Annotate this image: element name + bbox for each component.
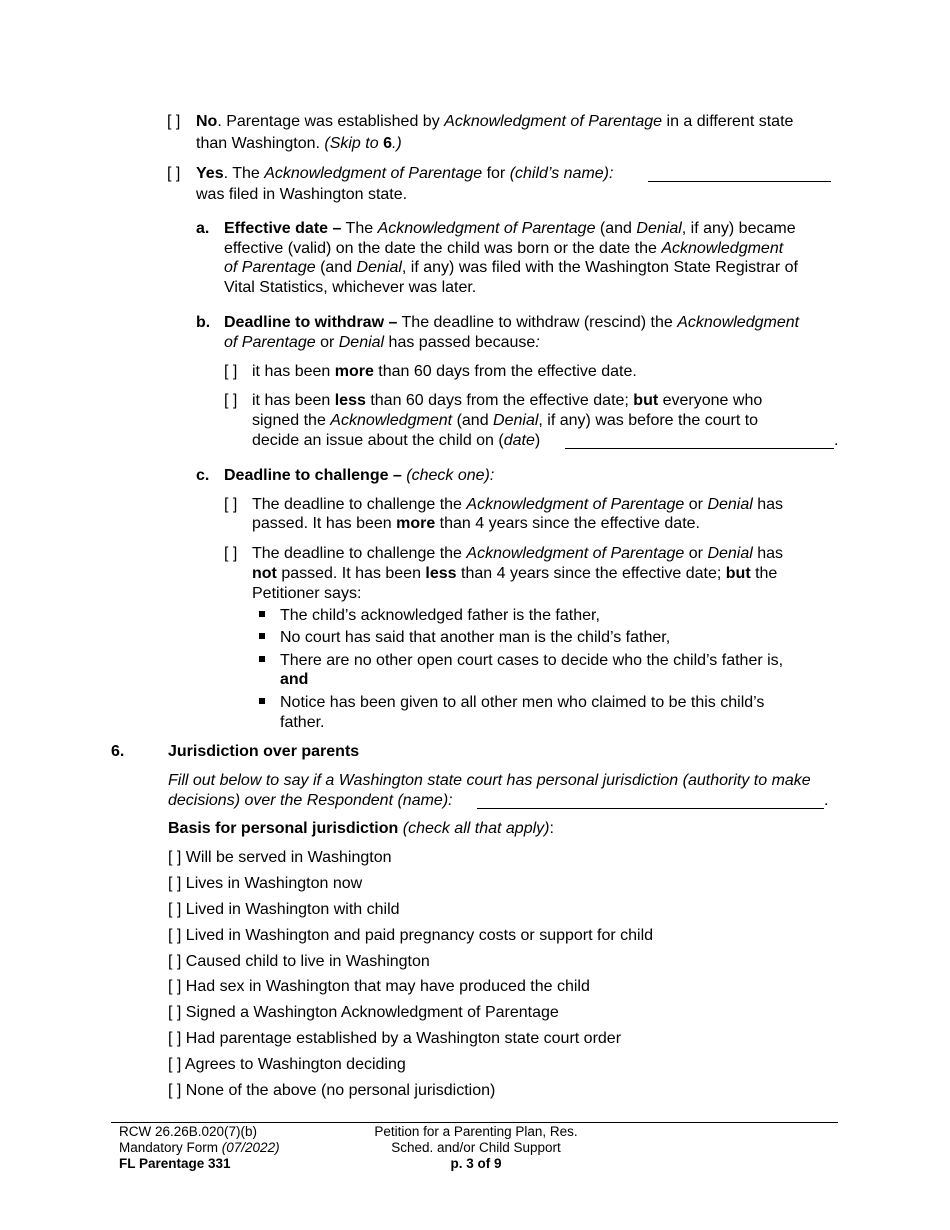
co1-l1-1: Acknowledgment of Parentage — [466, 496, 685, 513]
ed-l2-0: effective (valid) on the date the child was born or the date the — [224, 240, 662, 257]
yes-text-2: for — [482, 165, 510, 182]
checkbox-withdraw-more[interactable]: [ ] — [224, 363, 238, 380]
footer-rcw: RCW 26.26B.020(7)(b) — [119, 1124, 258, 1139]
wo2-l1-0: it has been — [252, 392, 335, 409]
dw-l2-3: has passed because — [384, 334, 536, 351]
wo2-l2-4: , if any) was before the court to — [538, 412, 759, 429]
wo2-l1-3: but — [633, 392, 659, 409]
withdraw-line1 — [224, 313, 799, 333]
jurisdiction-option[interactable] — [168, 952, 430, 972]
ed-l1-1: Acknowledgment of Parentage — [377, 220, 596, 237]
footer-form-id: FL Parentage 331 — [119, 1156, 231, 1171]
checkbox[interactable]: [ ] — [168, 1056, 182, 1073]
effective-date-line3 — [224, 258, 798, 278]
option-label: Lives in Washington now — [185, 875, 363, 892]
decide-date-field[interactable] — [565, 434, 834, 449]
challenge-opt1-line1 — [252, 495, 783, 515]
wo2-l1-1: less — [334, 392, 366, 409]
wo2-l1-2: than 60 days from the effective date; — [365, 392, 634, 409]
no-text-2: in a different state — [662, 113, 794, 130]
co2-l2-5: the — [750, 565, 778, 582]
jurisdiction-option[interactable] — [168, 874, 362, 894]
wo2-l2-0: signed the — [252, 412, 331, 429]
wo1-t1: it has been — [252, 363, 335, 380]
checkbox[interactable]: [ ] — [168, 1082, 182, 1099]
co2-l2-2: less — [425, 565, 457, 582]
checkbox-no[interactable]: [ ] — [167, 113, 181, 130]
challenge-note: (check one): — [406, 467, 495, 484]
no-text-1: . Parentage was established by — [217, 113, 445, 130]
jurisdiction-option[interactable] — [168, 1081, 495, 1101]
item-a-letter: a. — [196, 220, 210, 237]
ed-l1-2: (and — [595, 220, 637, 237]
challenge-heading-line — [224, 466, 494, 486]
option-label: Lived in Washington and paid pregnancy costs or support for child — [185, 927, 654, 944]
co2-l1-2: or — [684, 545, 708, 562]
item-c-letter: c. — [196, 467, 210, 484]
dw-l1-1: Acknowledgment — [677, 314, 800, 331]
bullet-item-3: There are no other open court cases to decide who the child’s father is, — [280, 652, 784, 669]
bullet-icon — [259, 611, 265, 617]
no-ack-italic: Acknowledgment of Parentage — [444, 113, 663, 130]
skip-prefix: (Skip to — [324, 135, 384, 152]
option-label: None of the above (no personal jurisdiction) — [185, 1082, 496, 1099]
basis-heading — [168, 819, 554, 839]
co2-l1-0: The deadline to challenge the — [252, 545, 467, 562]
footer-divider — [111, 1122, 838, 1123]
jurisdiction-option[interactable] — [168, 926, 653, 946]
withdraw-opt1 — [252, 362, 637, 382]
co1-l1-0: The deadline to challenge the — [252, 496, 467, 513]
footer-mandatory — [119, 1140, 280, 1156]
mandatory-date: (07/2022) — [221, 1140, 280, 1155]
section-6-number: 6. — [111, 743, 125, 760]
option-label: Caused child to live in Washington — [185, 953, 430, 970]
option-label: Lived in Washington with child — [185, 901, 400, 918]
co2-l1-1: Acknowledgment of Parentage — [466, 545, 685, 562]
bullet-icon — [259, 633, 265, 639]
option-no-line2 — [196, 134, 402, 154]
yes-text-1: . The — [223, 165, 265, 182]
jurisdiction-option[interactable] — [168, 1003, 559, 1023]
jurisdiction-option[interactable] — [168, 1029, 621, 1049]
wo2-l2-1: Acknowledgment — [330, 412, 453, 429]
checkbox-withdraw-less[interactable]: [ ] — [224, 392, 238, 409]
wo2-l3-2: ) — [534, 432, 541, 449]
co2-l2-0: not — [252, 565, 277, 582]
ed-l1-0: The — [341, 220, 378, 237]
jurisdiction-option[interactable] — [168, 1055, 406, 1075]
bullet-icon — [259, 656, 265, 662]
jurisdiction-option[interactable] — [168, 848, 392, 868]
decide-date-period: . — [834, 432, 839, 449]
challenge-heading: Deadline to challenge – — [224, 467, 402, 484]
respondent-name-field[interactable] — [477, 794, 824, 809]
withdraw-opt2-line1 — [252, 391, 762, 411]
option-label: Had sex in Washington that may have produced the child — [185, 978, 590, 995]
effective-date-line1 — [224, 219, 796, 239]
dw-l1-0: The deadline to withdraw (rescind) the — [397, 314, 678, 331]
challenge-opt2-line1 — [252, 544, 783, 564]
jurisdiction-option[interactable] — [168, 977, 590, 997]
co2-l1-4: has — [752, 545, 784, 562]
co1-l2-0: passed. It has been — [252, 515, 397, 532]
wo2-l2-3: Denial — [493, 412, 539, 429]
bullet-icon — [259, 698, 265, 704]
dw-l2-2: Denial — [338, 334, 385, 351]
ed-l3-0: of Parentage — [224, 259, 316, 276]
co1-l2-2: than 4 years since the effective date. — [435, 515, 700, 532]
bullet-item-2: No court has said that another man is the child’s father, — [280, 629, 671, 646]
wo1-t2: than 60 days from the effective date. — [373, 363, 637, 380]
section-6-title: Jurisdiction over parents — [168, 743, 360, 760]
wo2-l3-0: decide an issue about the child on ( — [252, 432, 504, 449]
ed-l3-3: , if any) was filed with the Washington State Registrar of — [401, 259, 798, 276]
ed-l2-1: Acknowledgment — [661, 240, 784, 257]
effective-date-line4: Vital Statistics, whichever was later. — [224, 279, 477, 296]
checkbox-challenge-passed[interactable]: [ ] — [224, 496, 238, 513]
checkbox[interactable]: [ ] — [168, 927, 182, 944]
challenge-opt1-line2 — [252, 514, 700, 534]
wo2-l1-4: everyone who — [658, 392, 763, 409]
ed-l3-2: Denial — [356, 259, 402, 276]
footer-title-l2: Sched. and/or Child Support — [391, 1140, 561, 1155]
footer-center — [356, 1124, 596, 1172]
co2-l1-3: Denial — [707, 545, 753, 562]
challenge-opt2-line3: Petitioner says: — [252, 585, 362, 602]
co1-l1-4: has — [752, 496, 784, 513]
effective-date-heading: Effective date – — [224, 220, 342, 237]
ed-l3-1: (and — [315, 259, 357, 276]
option-label: Had parentage established by a Washington state court order — [185, 1030, 622, 1047]
co1-l2-1: more — [396, 515, 436, 532]
co1-l1-3: Denial — [707, 496, 753, 513]
option-label: Signed a Washington Acknowledgment of Parentage — [185, 1004, 559, 1021]
skip-suffix: .) — [391, 135, 402, 152]
bullet-item-1: The child’s acknowledged father is the father, — [280, 607, 600, 624]
checkbox-challenge-not-passed[interactable]: [ ] — [224, 545, 238, 562]
basis-note: (check all that apply) — [402, 820, 550, 837]
yes-ack-italic: Acknowledgment of Parentage — [264, 165, 483, 182]
withdraw-line2 — [224, 333, 540, 353]
co2-l2-4: but — [725, 565, 751, 582]
effective-date-line2 — [224, 239, 783, 259]
dw-l2-1: or — [315, 334, 339, 351]
wo2-l3-1: date — [503, 432, 535, 449]
option-label: Agrees to Washington deciding — [184, 1056, 406, 1073]
footer-left — [119, 1124, 280, 1172]
withdraw-heading: Deadline to withdraw – — [224, 314, 398, 331]
checkbox[interactable]: [ ] — [168, 875, 182, 892]
section-6-instruction-line2: decisions) over the Respondent (name): — [168, 792, 453, 809]
jurisdiction-option[interactable] — [168, 900, 400, 920]
co2-l2-1: passed. It has been — [276, 565, 426, 582]
bullet-item-4: Notice has been given to all other men who claimed to be this child’s — [280, 694, 765, 711]
checkbox[interactable]: [ ] — [168, 1030, 182, 1047]
item-b-letter: b. — [196, 314, 211, 331]
challenge-opt2-line2 — [252, 564, 777, 584]
wo1-b1: more — [334, 363, 374, 380]
ed-l1-4: , if any) became — [681, 220, 796, 237]
option-label: Will be served in Washington — [185, 849, 392, 866]
basis-colon: : — [549, 820, 554, 837]
mandatory-label: Mandatory Form — [119, 1140, 222, 1155]
footer-page: p. 3 of 9 — [450, 1156, 502, 1171]
checkbox[interactable]: [ ] — [168, 849, 182, 866]
wo2-l2-2: (and — [452, 412, 494, 429]
bullet-item-3-and: and — [280, 671, 309, 688]
co2-l2-3: than 4 years since the effective date; — [456, 565, 726, 582]
basis-label: Basis for personal jurisdiction — [168, 820, 399, 837]
child-name-field[interactable] — [648, 167, 831, 182]
section-6-instruction-line1: Fill out below to say if a Washington state court has personal jurisdiction (authority to make — [168, 772, 811, 789]
option-no-line1 — [196, 112, 793, 132]
child-name-label: (child’s name): — [509, 165, 614, 182]
checkbox[interactable]: [ ] — [168, 978, 182, 995]
footer-title-l1: Petition for a Parenting Plan, Res. — [374, 1124, 578, 1139]
ed-l1-3: Denial — [636, 220, 682, 237]
co1-l1-2: or — [684, 496, 708, 513]
yes-label: Yes — [196, 165, 224, 182]
skip-number: 6 — [383, 135, 392, 152]
bullet-item-4-cont: father. — [280, 714, 325, 731]
checkbox[interactable]: [ ] — [168, 1004, 182, 1021]
withdraw-opt2-line3 — [252, 431, 540, 451]
respondent-name-period: . — [824, 792, 829, 809]
dw-l2-4: : — [535, 334, 540, 351]
no-text-3: than Washington. — [196, 135, 325, 152]
option-yes-line1 — [196, 164, 613, 184]
checkbox-yes[interactable]: [ ] — [167, 165, 181, 182]
checkbox[interactable]: [ ] — [168, 953, 182, 970]
no-label: No — [196, 113, 218, 130]
dw-l2-0: of Parentage — [224, 334, 316, 351]
option-yes-line2: was filed in Washington state. — [196, 186, 408, 203]
checkbox[interactable]: [ ] — [168, 901, 182, 918]
withdraw-opt2-line2 — [252, 411, 758, 431]
